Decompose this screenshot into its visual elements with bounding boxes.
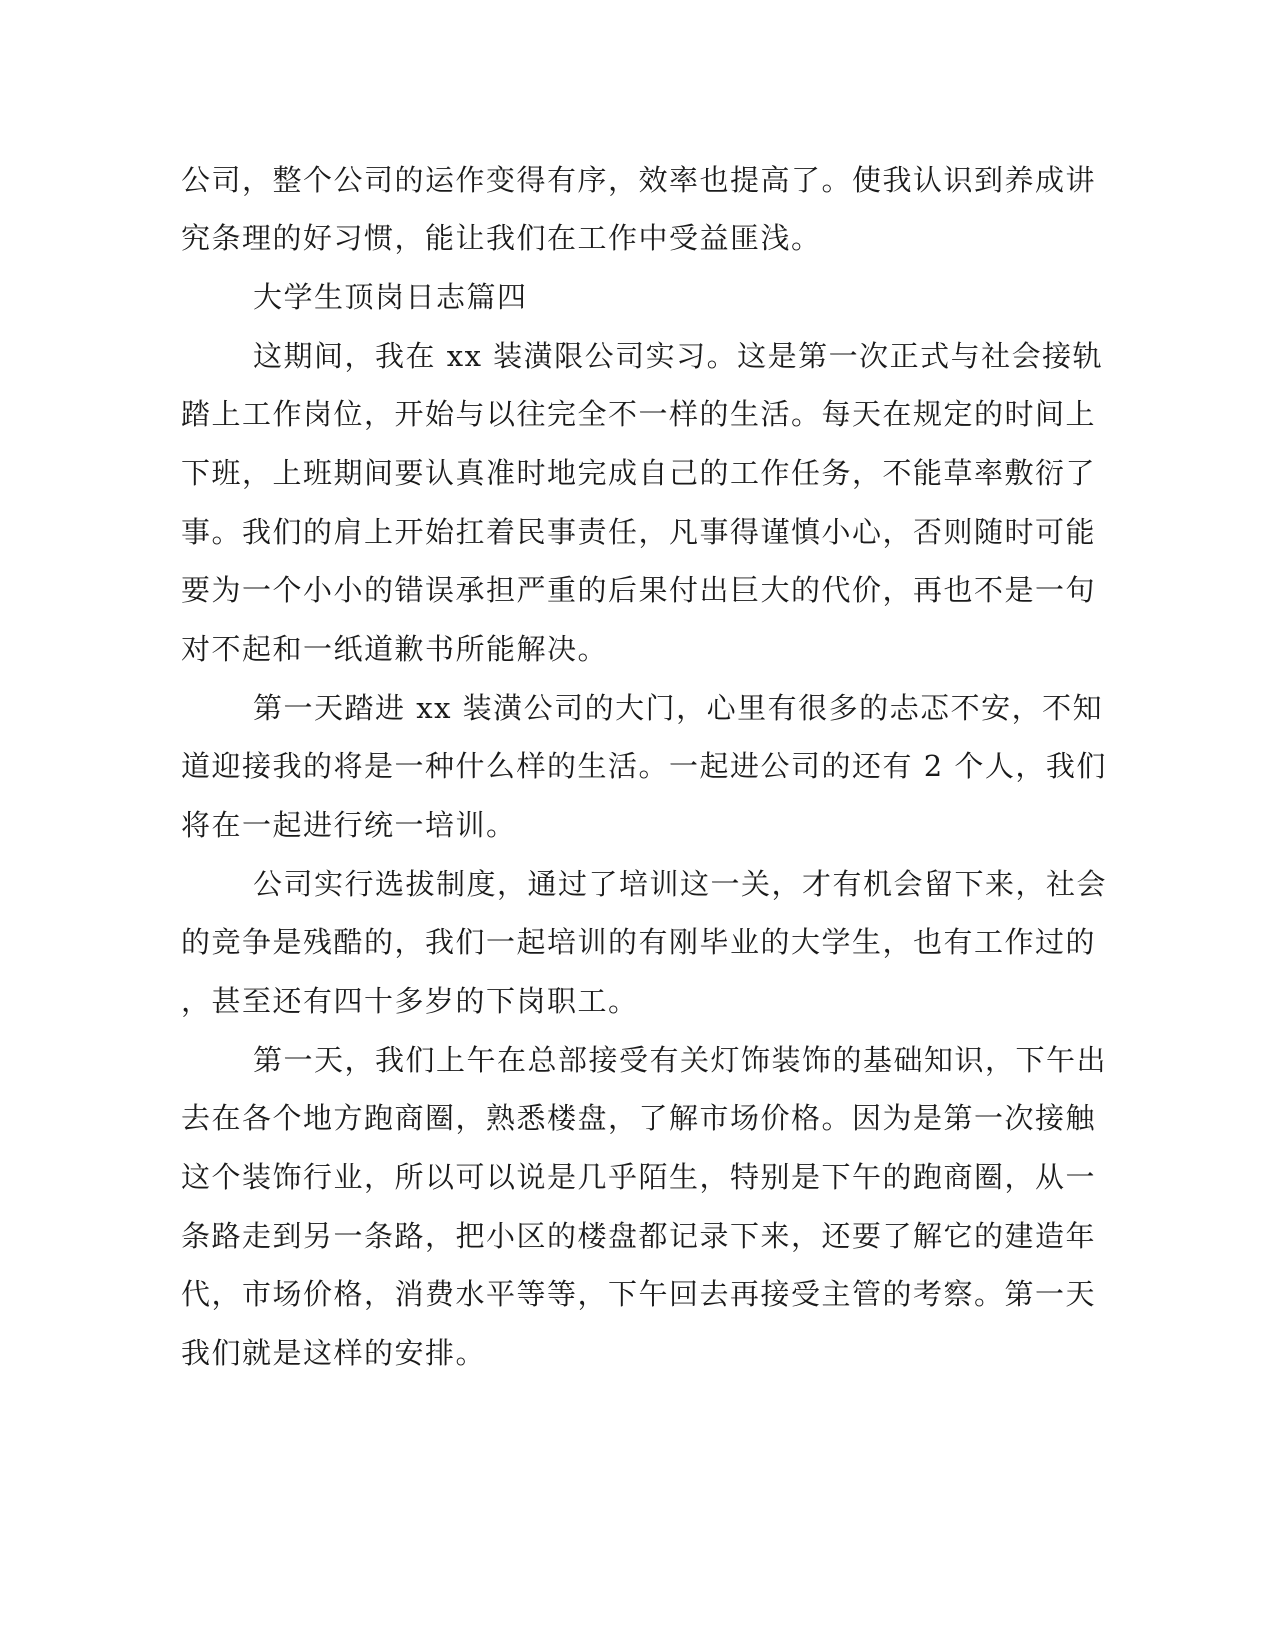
text-line: 条路走到另一条路，把小区的楼盘都记录下来，还要了解它的建造年 xyxy=(181,1219,1097,1253)
text-line: 这期间，我在 xx 装潢限公司实习。这是第一次正式与社会接轨 xyxy=(253,339,1104,373)
text-line: 踏上工作岗位，开始与以往完全不一样的生活。每天在规定的时间上 xyxy=(181,397,1097,431)
text-line: 下班，上班期间要认真准时地完成自己的工作任务，不能草率敷衍了 xyxy=(181,456,1097,490)
text-line: 公司实行选拔制度，通过了培训这一关，才有机会留下来，社会 xyxy=(253,867,1108,901)
text-line: 第一天踏进 xx 装潢公司的大门，心里有很多的忐忑不安，不知 xyxy=(253,691,1104,725)
text-line: 这个装饰行业，所以可以说是几乎陌生，特别是下午的跑商圈，从一 xyxy=(181,1160,1097,1194)
text-line: 代，市场价格，消费水平等等，下午回去再接受主管的考察。第一天 xyxy=(181,1277,1097,1311)
text-line: 公司，整个公司的运作变得有序，效率也提高了。使我认识到养成讲 xyxy=(181,163,1097,197)
text-line: 要为一个小小的错误承担严重的后果付出巨大的代价，再也不是一句 xyxy=(181,573,1097,607)
section-heading: 大学生顶岗日志篇四 xyxy=(253,280,528,314)
text-line: 对不起和一纸道歉书所能解决。 xyxy=(181,632,609,666)
text-line: 究条理的好习惯，能让我们在工作中受益匪浅。 xyxy=(181,221,822,255)
text-line: 道迎接我的将是一种什么样的生活。一起进公司的还有 2 个人，我们 xyxy=(181,749,1107,783)
text-line: 我们就是这样的安排。 xyxy=(181,1336,487,1370)
text-line: 的竞争是残酷的，我们一起培训的有刚毕业的大学生，也有工作过的 xyxy=(181,925,1097,959)
text-line: 将在一起进行统一培训。 xyxy=(181,808,517,842)
text-line: 去在各个地方跑商圈，熟悉楼盘，了解市场价格。因为是第一次接触 xyxy=(181,1101,1097,1135)
text-line: 第一天，我们上午在总部接受有关灯饰装饰的基础知识，下午出 xyxy=(253,1043,1108,1077)
text-line: ，甚至还有四十多岁的下岗职工。 xyxy=(181,984,639,1018)
text-line: 事。我们的肩上开始扛着民事责任，凡事得谨慎小心，否则随时可能 xyxy=(181,515,1097,549)
